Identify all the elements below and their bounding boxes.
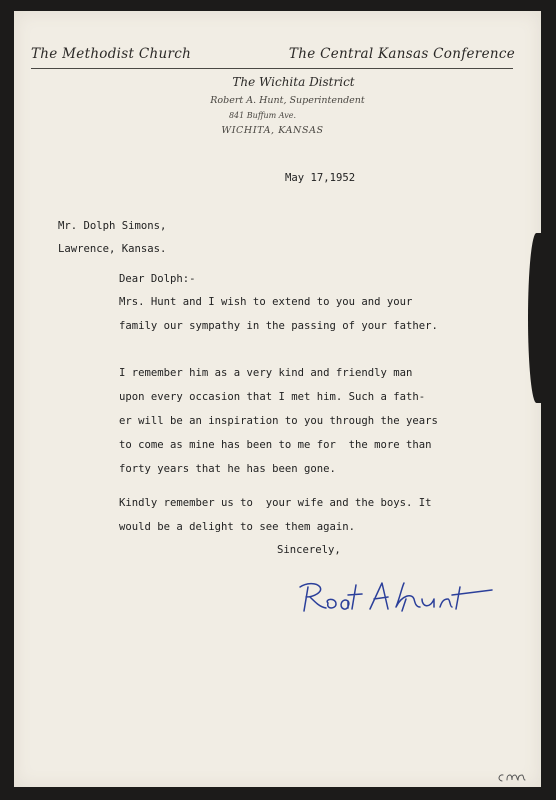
letter-page [14, 11, 541, 787]
body-line: to come as mine has been to me for the more than [119, 439, 432, 451]
salutation: Dear Dolph:- [119, 273, 196, 285]
district-name: The Wichita District [232, 75, 355, 89]
initials-drawing [495, 769, 529, 785]
body-line: would be a delight to see them again. [119, 521, 355, 533]
handwritten-signature [296, 577, 496, 627]
typist-initials [495, 769, 529, 789]
closing: Sincerely, [277, 544, 341, 556]
body-line: upon every occasion that I met him. Such a fath- [119, 391, 426, 403]
recipient-city: Lawrence, Kansas. [58, 243, 167, 255]
city-line: WICHITA, KANSAS [221, 125, 324, 136]
superintendent-line: Robert A. Hunt, Superintendent [210, 95, 365, 106]
paragraph-remembrance [119, 361, 438, 481]
body-line: forty years that he has been gone. [119, 463, 336, 475]
recipient-name: Mr. Dolph Simons, [58, 220, 167, 232]
body-line: I remember him as a very kind and friendly man [119, 367, 413, 379]
letterhead-divider [31, 68, 513, 69]
letterhead-church: The Methodist Church [31, 46, 192, 62]
district-block [14, 75, 541, 138]
paragraph-regards [119, 491, 432, 539]
street-address: 841 Buffum Ave. [228, 111, 297, 120]
body-line: family our sympathy in the passing of your father. [119, 320, 438, 332]
recipient-address [58, 215, 166, 261]
body-line: Kindly remember us to your wife and the boys. It [119, 497, 432, 509]
letter-date: May 17,1952 [285, 172, 356, 184]
body-line: Mrs. Hunt and I wish to extend to you and your [119, 296, 413, 308]
letterhead-conference: The Central Kansas Conference [288, 46, 515, 62]
paragraph-sympathy [119, 290, 438, 338]
page-edge-notch [528, 233, 542, 403]
signature-drawing [296, 577, 496, 623]
body-line: er will be an inspiration to you through the years [119, 415, 438, 427]
